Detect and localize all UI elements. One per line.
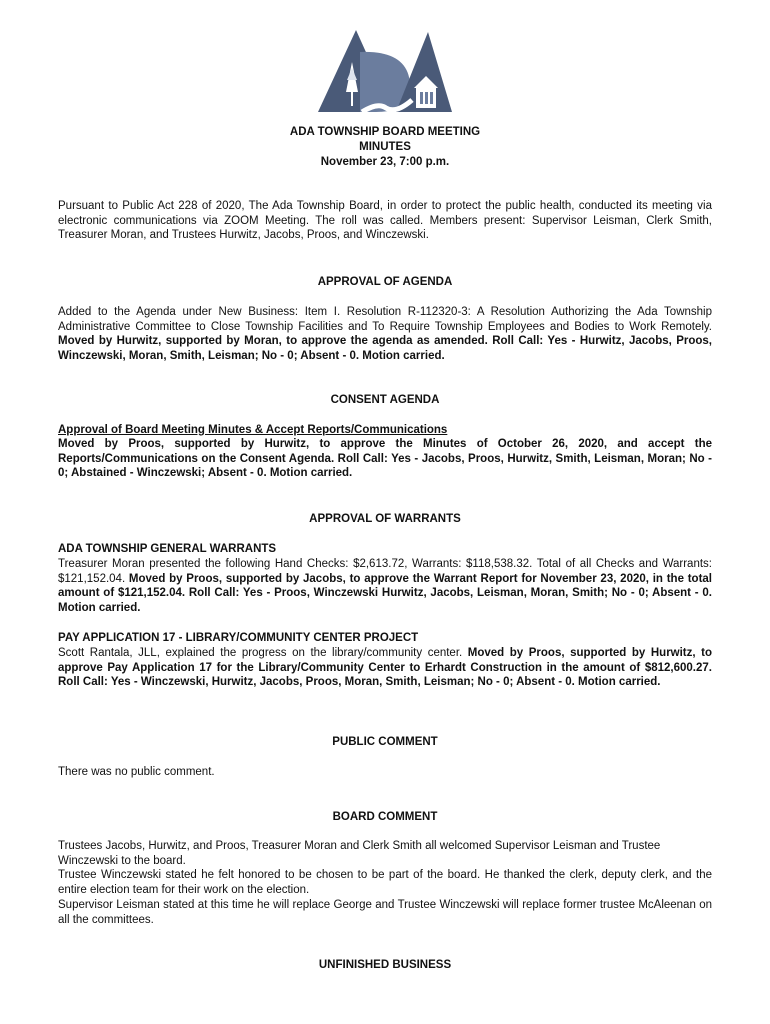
board-comment-p1: Trustees Jacobs, Hurwitz, and Proos, Treasurer Moran and Clerk Smith all welcomed Supervisor Leisman and Trustee Winczewski to the board. xyxy=(58,840,661,867)
public-comment-text: There was no public comment. xyxy=(58,766,215,778)
board-comment-p3: Supervisor Leisman stated at this time he will replace George and Trustee Winczewski will replace former trustee McAleenan on all the committees. xyxy=(58,899,712,926)
pay-application-paragraph xyxy=(58,646,712,690)
general-warrants-paragraph xyxy=(58,557,712,615)
pay-application-text: Scott Rantala, JLL, explained the progress on the library/community center. xyxy=(58,647,468,659)
consent-motion: Moved by Proos, supported by Hurwitz, to approve the Minutes of October 26, 2020, and accept the Reports/Communications on the Consent Agenda. Roll Call: Yes - Jacobs, Proos, Hurwitz, Smith, Leisman, Moran; No - 0; Abstained - Winczewski; Absent - 0. Motion carried. xyxy=(58,438,712,480)
minutes-label: MINUTES xyxy=(359,141,411,153)
ada-township-logo xyxy=(316,22,454,116)
agenda-paragraph xyxy=(58,305,712,363)
pay-application-heading: PAY APPLICATION 17 - LIBRARY/COMMUNITY CENTER PROJECT xyxy=(58,632,419,644)
unfinished-business-heading: UNFINISHED BUSINESS xyxy=(318,959,452,971)
approval-of-agenda-heading: APPROVAL OF AGENDA xyxy=(317,276,453,288)
approval-of-warrants-heading: APPROVAL OF WARRANTS xyxy=(309,513,461,525)
meeting-title: ADA TOWNSHIP BOARD MEETING xyxy=(289,126,481,138)
board-comment-heading: BOARD COMMENT xyxy=(332,811,438,823)
general-warrants-heading: ADA TOWNSHIP GENERAL WARRANTS xyxy=(58,543,277,555)
intro-paragraph: Pursuant to Public Act 228 of 2020, The Ada Township Board, in order to protect the public health, conducted its meeting via electronic communications via ZOOM Meeting. The roll was called. Members present: Supervisor Leisman, Clerk Smith, Treasurer Moran, and Trustees Hurwitz, Jacobs, Proos, and Winczewski. xyxy=(58,200,712,242)
general-warrants-text: Treasurer Moran presented the following Hand Checks: $2,613.72, Warrants: $118,538.32. Total of all Checks and Warrants: $121,152.04. xyxy=(58,558,712,585)
consent-subheading: Approval of Board Meeting Minutes & Accept Reports/Communications xyxy=(58,424,448,436)
board-comment-p2: Trustee Winczewski stated he felt honored to be chosen to be part of the board. He thanked the clerk, deputy clerk, and the entire election team for their work on the election. xyxy=(58,869,712,896)
agenda-motion: Moved by Hurwitz, supported by Moran, to approve the agenda as amended. Roll Call: Yes - Hurwitz, Jacobs, Proos, Winczewski, Moran, Smith, Leisman; No - 0; Absent - 0. Motion carried. xyxy=(58,335,712,362)
pay-application-motion: Moved by Proos, supported by Hurwitz, to approve Pay Application 17 for the Library/Community Center to Erhardt Construction in the amount of $812,600.27. Roll Call: Yes - Winczewski, Hurwitz, Jacobs, Proos, Moran, Smith, Leisman; No - 0; Absent - 0. Motion carried. xyxy=(58,647,713,689)
public-comment-heading: PUBLIC COMMENT xyxy=(332,736,438,748)
consent-agenda-heading: CONSENT AGENDA xyxy=(330,394,440,406)
meeting-date: November 23, 7:00 p.m. xyxy=(320,156,450,168)
general-warrants-motion: Moved by Proos, supported by Jacobs, to approve the Warrant Report for November 23, 2020, in the total amount of $121,152.04. Roll Call: Yes - Proos, Winczewski Hurwitz, Jacobs, Leisman, Moran, Smith; No - 0; Absent - 0. Motion carried. xyxy=(58,572,712,614)
agenda-text: Added to the Agenda under New Business: Item I. Resolution R-112320-3: A Resolution Authorizing the Ada Township Administrative Committee to Close Township Facilities and To Require Township Employees and Bodies to Work Remotely. xyxy=(58,306,712,333)
